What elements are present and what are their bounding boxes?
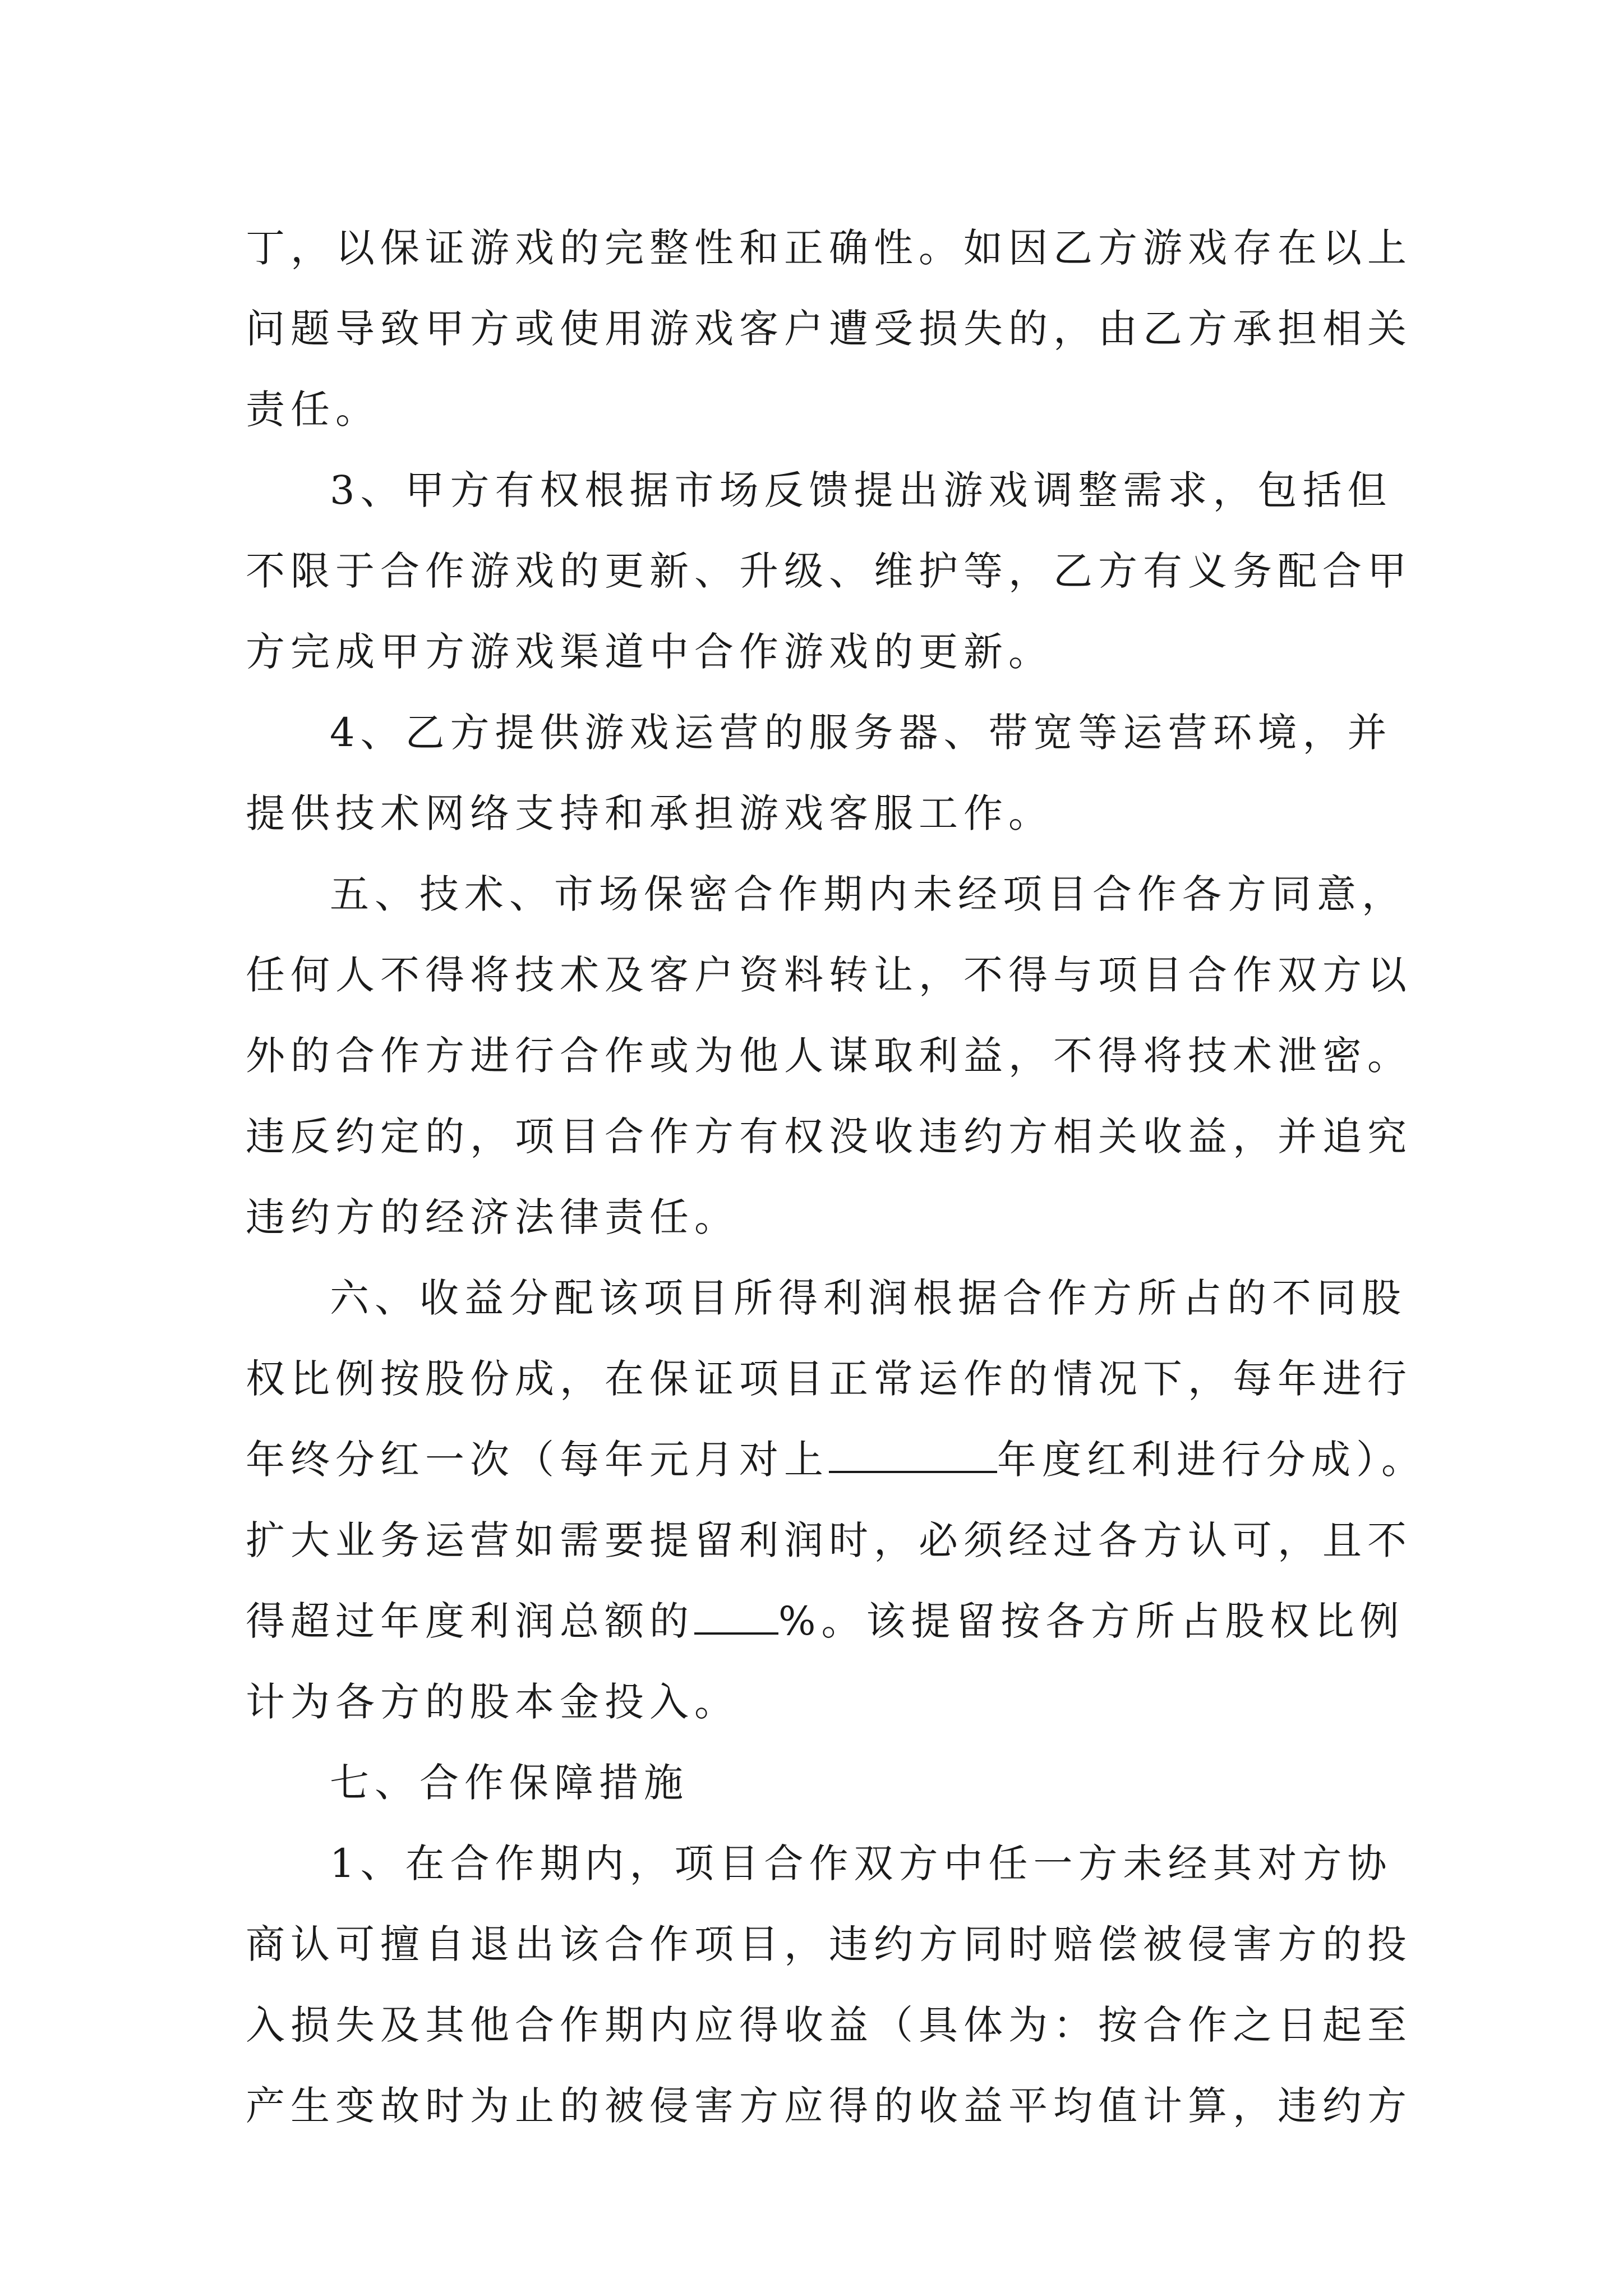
text-line: 违反约定的，项目合作方有权没收违约方相关收益，并追究 — [246, 1114, 1412, 1159]
text-segment: 年终分红一次（每年元月对上 — [246, 1437, 829, 1483]
text-line: 丁，以保证游戏的完整性和正确性。如因乙方游戏存在以上 — [246, 225, 1412, 271]
text-line: 任何人不得将技术及客户资料转让，不得与项目合作双方以 — [246, 952, 1412, 998]
text-line: 权比例按股份成，在保证项目正常运作的情况下，每年进行 — [246, 1356, 1412, 1402]
text-line-with-blank — [246, 1419, 1426, 1500]
text-line: 违约方的经济法律责任。 — [246, 1194, 739, 1240]
text-line: 问题导致甲方或使用游戏客户遭受损失的，由乙方承担相关 — [246, 306, 1412, 352]
contract-body-text — [246, 208, 1426, 2146]
text-line: 责任。 — [246, 386, 380, 432]
text-line: 提供技术网络支持和承担游戏客服工作。 — [246, 790, 1053, 836]
text-line: 4、乙方提供游戏运营的服务器、带宽等运营环境，并 — [330, 710, 1393, 756]
text-line: 方完成甲方游戏渠道中合作游戏的更新。 — [246, 629, 1053, 675]
text-line: 1、在合作期内，项目合作双方中任一方未经其对方协 — [330, 1841, 1393, 1887]
text-line: 入损失及其他合作期内应得收益（具体为：按合作之日起至 — [246, 2002, 1412, 2048]
text-line: 计为各方的股本金投入。 — [246, 1679, 739, 1725]
text-segment: 得超过年度利润总额的 — [246, 1598, 694, 1644]
text-line: 扩大业务运营如需要提留利润时，必须经过各方认可，且不 — [246, 1517, 1412, 1563]
fill-in-blank-percent — [694, 1599, 778, 1635]
text-line-with-blank — [246, 1581, 1405, 1662]
section-heading: 七、合作保障措施 — [330, 1760, 689, 1806]
text-line: 商认可擅自退出该合作项目，违约方同时赔偿被侵害方的投 — [246, 1921, 1412, 1967]
text-line: 3、甲方有权根据市场反馈提出游戏调整需求，包括但 — [330, 467, 1393, 513]
text-line: 外的合作方进行合作或为他人谋取利益，不得将技术泄密。 — [246, 1033, 1412, 1079]
text-line: 六、收益分配该项目所得利润根据合作方所占的不同股 — [330, 1275, 1407, 1321]
text-segment: %。该提留按各方所占股权比例 — [778, 1598, 1405, 1644]
text-line: 五、技术、市场保密合作期内未经项目合作各方同意， — [330, 871, 1407, 917]
fill-in-blank-year — [829, 1437, 997, 1473]
text-line: 不限于合作游戏的更新、升级、维护等，乙方有义务配合甲 — [246, 548, 1412, 594]
text-segment: 年度红利进行分成）。 — [997, 1437, 1426, 1483]
text-line: 产生变故时为止的被侵害方应得的收益平均值计算，违约方 — [246, 2083, 1412, 2129]
